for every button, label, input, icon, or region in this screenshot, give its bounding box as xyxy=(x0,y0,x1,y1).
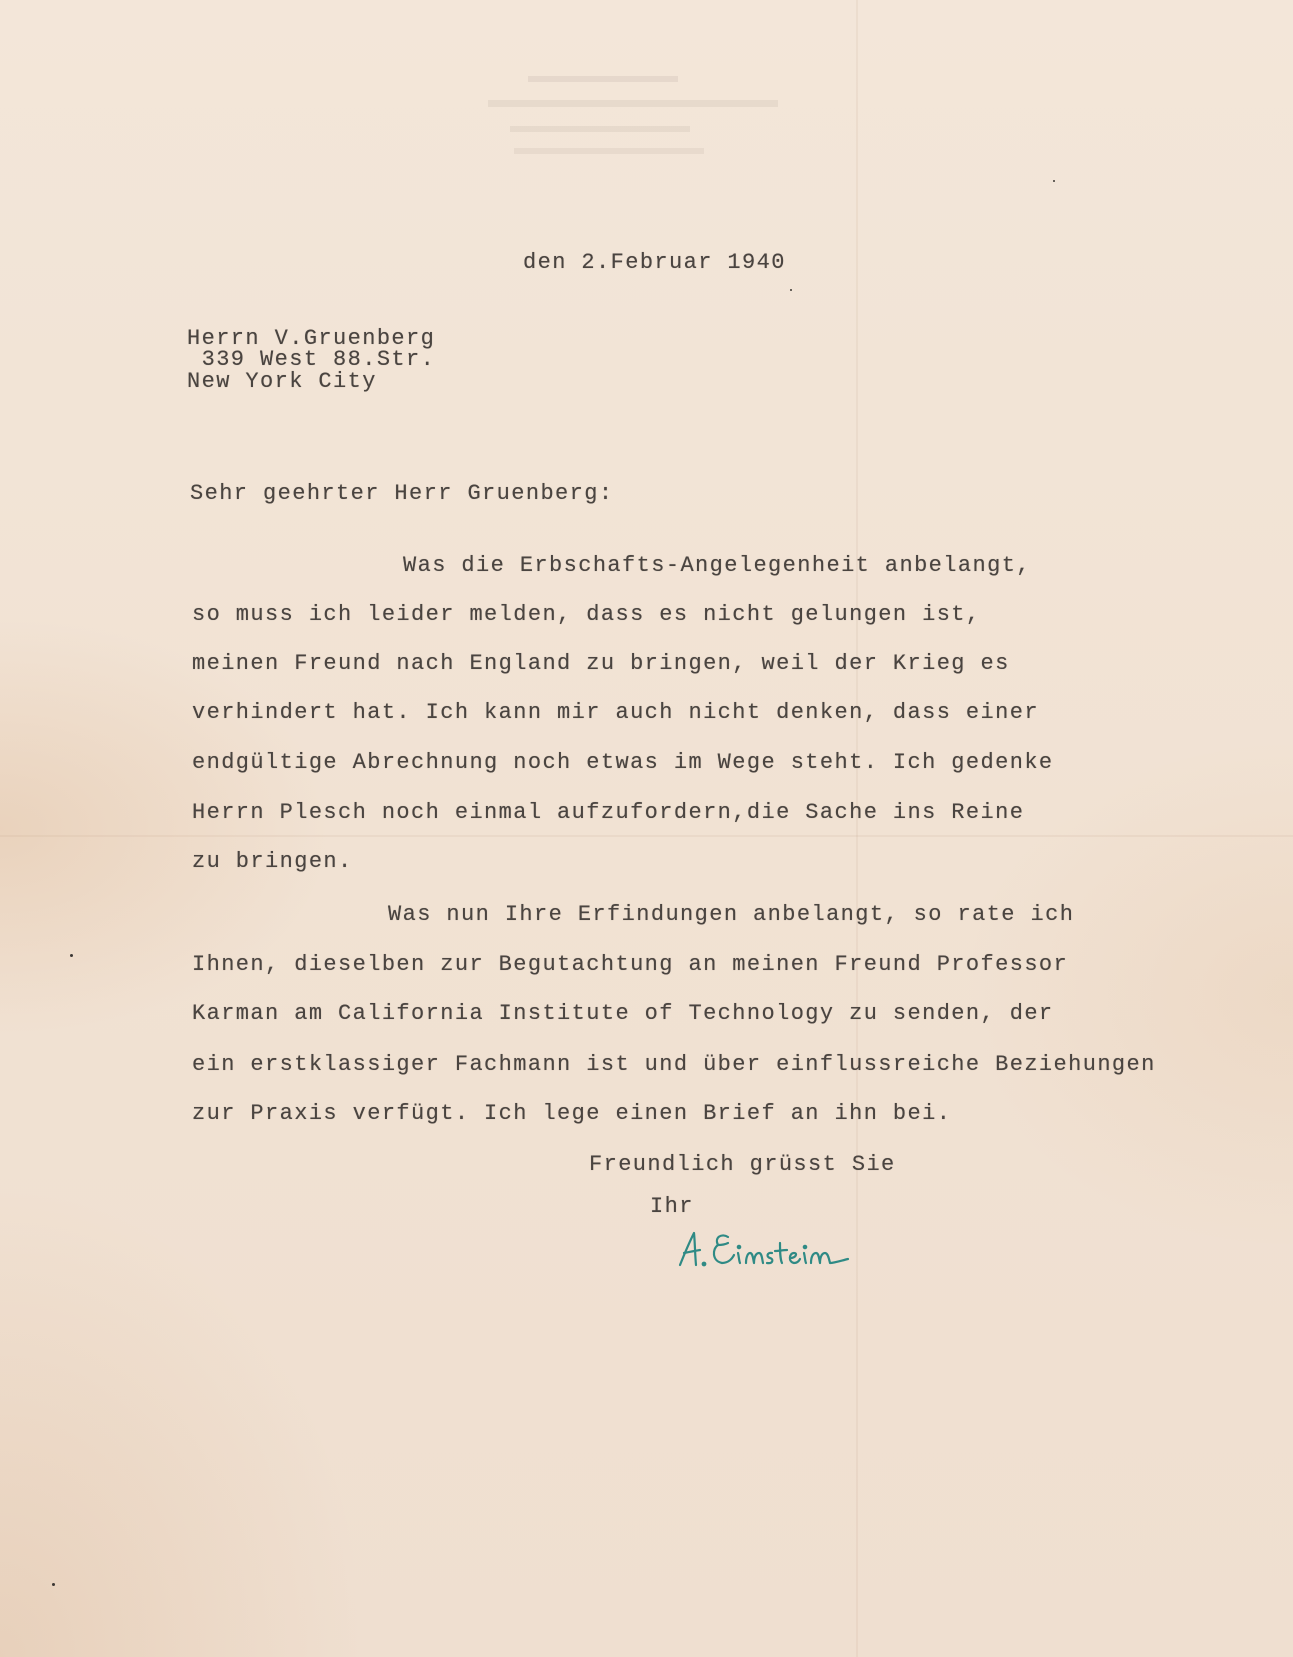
paragraph2-line3: Karman am California Institute of Technology zu senden, der xyxy=(192,1001,1054,1026)
paper-speck xyxy=(70,954,73,957)
paper-fold-horizontal xyxy=(0,835,1293,837)
faint-letterhead-impression xyxy=(488,70,788,160)
paragraph1-line2: so muss ich leider melden, dass es nicht gelungen ist, xyxy=(192,602,981,627)
paper-speck xyxy=(1053,180,1055,182)
paragraph1-line5: endgültige Abrechnung noch etwas im Wege steht. Ich gedenke xyxy=(192,750,1054,775)
paragraph2-line4: ein erstklassiger Fachmann ist und über einflussreiche Beziehungen xyxy=(192,1052,1156,1077)
closing: Freundlich grüsst Sie xyxy=(589,1152,896,1177)
paragraph2-line5: zur Praxis verfügt. Ich lege einen Brief an ihn bei. xyxy=(192,1101,952,1126)
paragraph1-line4: verhindert hat. Ich kann mir auch nicht denken, dass einer xyxy=(192,700,1039,725)
paper-speck xyxy=(790,289,792,291)
recipient-name: Herrn V.Gruenberg xyxy=(187,326,436,351)
paragraph1-line1: Was die Erbschafts-Angelegenheit anbelangt, xyxy=(403,553,1031,578)
salutation: Sehr geehrter Herr Gruenberg: xyxy=(190,481,614,506)
paragraph2-line1: Was nun Ihre Erfindungen anbelangt, so rate ich xyxy=(388,902,1075,927)
handwritten-signature xyxy=(676,1225,856,1275)
paper-speck xyxy=(52,1583,55,1586)
paragraph2-line2: Ihnen, dieselben zur Begutachtung an meinen Freund Professor xyxy=(192,952,1069,977)
paragraph1-line3: meinen Freund nach England zu bringen, weil der Krieg es xyxy=(192,651,1010,676)
closing-ihr: Ihr xyxy=(650,1194,694,1219)
recipient-street: 339 West 88.Str. xyxy=(187,347,436,372)
paragraph1-line6: Herrn Plesch noch einmal aufzufordern,die Sache ins Reine xyxy=(192,800,1025,825)
letter-date: den 2.Februar 1940 xyxy=(523,250,786,275)
recipient-city: New York City xyxy=(187,369,377,394)
letterhead-ghost-marks xyxy=(488,70,788,160)
paper-fold-vertical xyxy=(856,0,858,1657)
paragraph1-line7: zu bringen. xyxy=(192,849,353,874)
